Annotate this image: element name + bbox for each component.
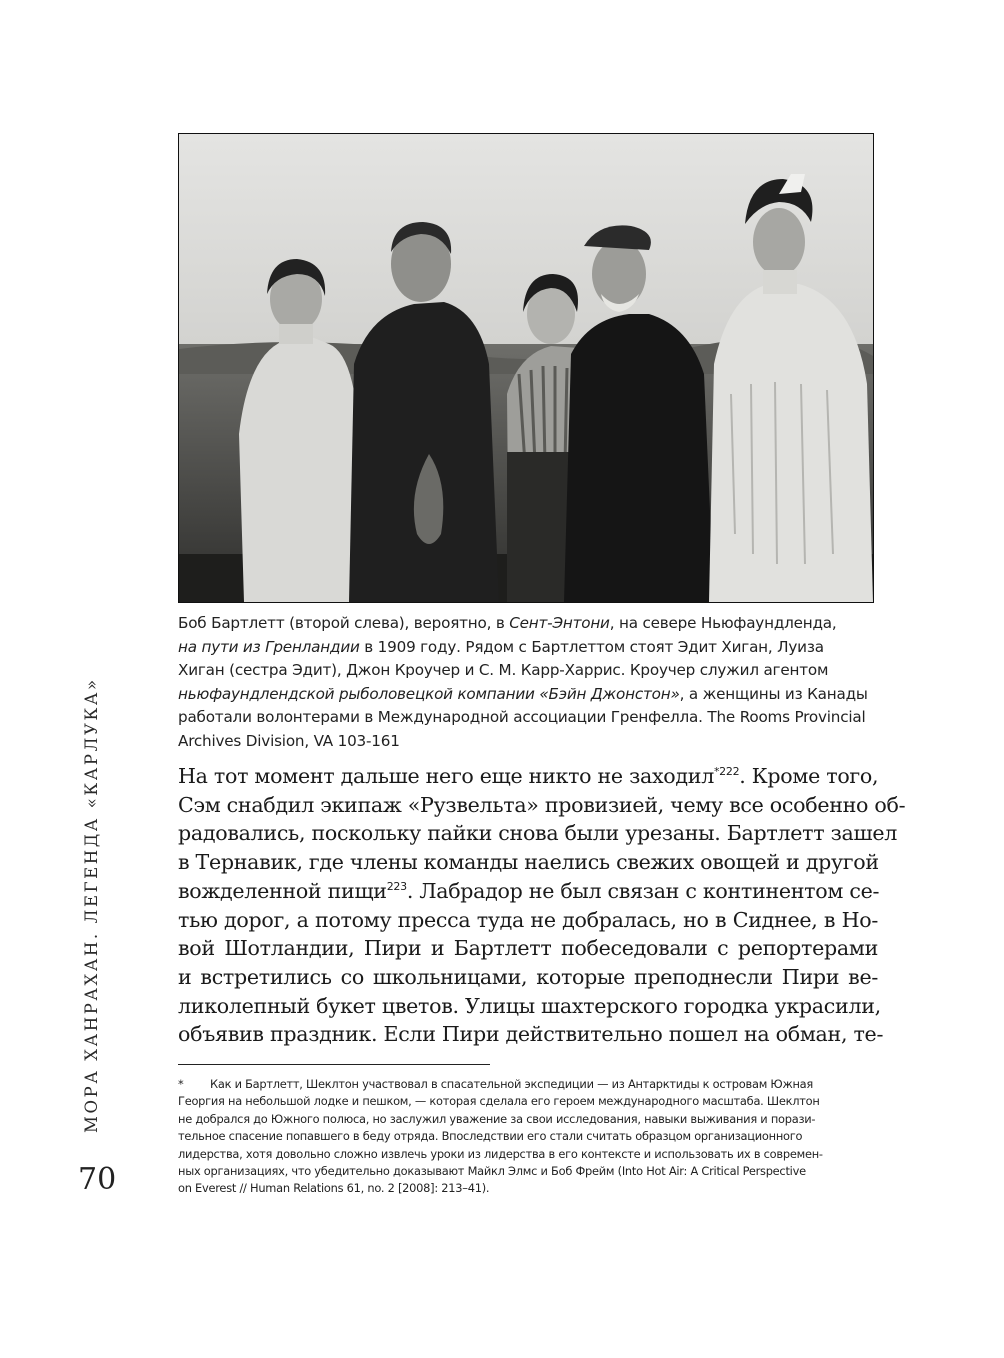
body-line: в Тернавик, где члены команды наелись свежих овощей и другой <box>178 850 879 875</box>
footnote-ref[interactable]: 223 <box>386 879 407 893</box>
caption-line: Archives Division, VA 103-161 <box>178 731 400 750</box>
footnote-line: * Как и Бартлетт, Шеклтон участвовал в спасательной экспедиции — из Антарктиды к островам Южная <box>178 1076 878 1093</box>
body-line: и встретились со школьницами, которые преподнесли Пири ве- <box>178 964 878 989</box>
footnote-line: лидерства, хотя довольно сложно извлечь уроки из лидерства в его контексте и использовать их в современ- <box>178 1146 823 1161</box>
photo-caption <box>178 612 878 753</box>
body-line: радовались, поскольку пайки снова были урезаны. Бартлетт зашел <box>178 821 898 846</box>
caption-line: Боб Бартлетт (второй слева), вероятно, в Сент-Энтони, на севере Ньюфаундленда, <box>178 614 837 632</box>
body-line: вожделенной пищи$^{223}$. Лабрадор не был связан с континентом се- <box>178 878 880 903</box>
page-number: 70 <box>78 1162 117 1197</box>
caption-line: ньюфаундлендской рыболовецкой компании «Бэйн Джонстон», а женщины из Канады <box>178 684 868 703</box>
main-text <box>178 762 906 1049</box>
caption-line: Хиган (сестра Эдит), Джон Кроучер и С. М. Карр-Харрис. Кроучер служил агентом <box>178 661 829 679</box>
caption-line: работали волонтерами в Международной ассоциации Гренфелла. The Rooms Provincial <box>178 708 866 726</box>
footnote-line: on Everest // Human Relations 61, no. 2 [2008]: 213–41). <box>178 1181 490 1196</box>
footnote-line: тельное спасение попавшего в беду отряда. Впоследствии его стали считать образцом организационного <box>178 1129 803 1144</box>
caption-line: на пути из Гренландии в 1909 году. Рядом с Бартлеттом стоят Эдит Хиган, Луиза <box>178 637 824 656</box>
footnote-line: Георгия на небольшой лодке и пешком, — которая сделала его героем международного масштаба. Шеклтон <box>178 1094 820 1109</box>
body-line: тью дорог, а потому пресса туда не добралась, но в Сиднее, в Но- <box>178 907 878 932</box>
footnote-mark: * <box>178 1077 184 1091</box>
body-line: На тот момент дальше него еще никто не заходил$^{*222}$. Кроме того, <box>178 764 879 788</box>
footnote-divider <box>178 1064 490 1065</box>
body-line: ликолепный букет цветов. Улицы шахтерского городка украсили, <box>178 993 881 1018</box>
body-line: вой Шотландии, Пири и Бартлетт побеседовали с репортерами <box>178 936 878 961</box>
running-head: МОРА ХАНРАХАН. ЛЕГЕНДА «КАРЛУКА» <box>82 677 101 1133</box>
footnote-line: не добрался до Южного полюса, но заслужил уважение за свои исследования, навыки выживания и порази- <box>178 1111 816 1126</box>
group-photo <box>178 133 874 603</box>
footnote <box>178 1076 878 1198</box>
footnote-ref[interactable]: *222 <box>713 765 740 778</box>
body-line: Сэм снабдил экипаж «Рузвельта» провизией, чему все особенно об- <box>178 792 906 817</box>
body-line: объявив праздник. Если Пири действительно пошел на обман, те- <box>178 1022 884 1047</box>
photo-illustration <box>179 134 873 602</box>
footnote-line: ных организациях, что убедительно доказывают Майкл Элмс и Боб Фрейм (Into Hot Air: A Critical Perspective <box>178 1164 806 1179</box>
